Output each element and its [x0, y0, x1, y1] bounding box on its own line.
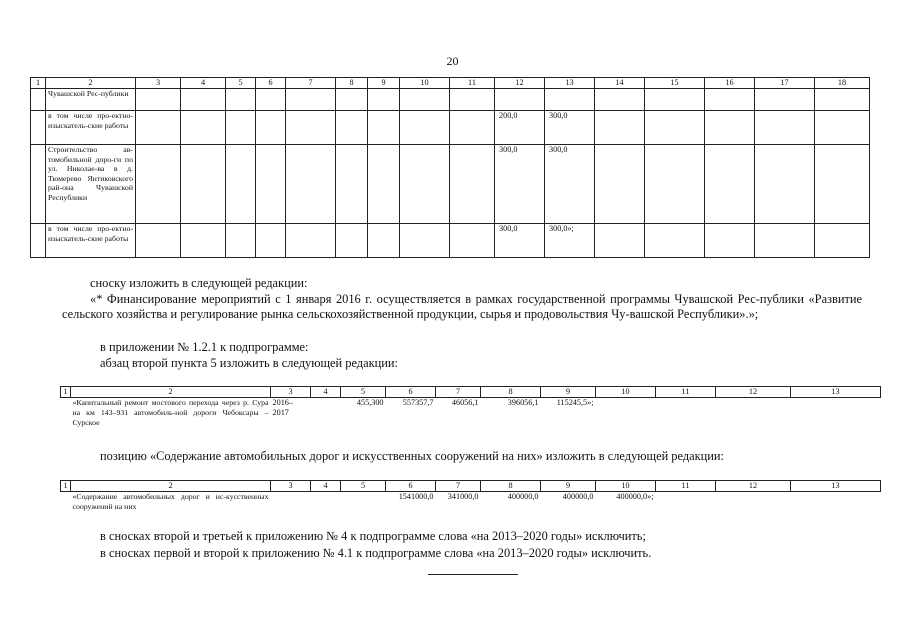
- col-header: 5: [226, 78, 256, 89]
- col-header: 3: [271, 387, 311, 398]
- cell-value: 115245,5»;: [556, 398, 594, 407]
- col-header: 1: [31, 78, 46, 89]
- col-header: 3: [136, 78, 181, 89]
- col-header: 4: [181, 78, 226, 89]
- col-header: 9: [368, 78, 400, 89]
- col-header: 8: [481, 481, 541, 492]
- cell-value: 396056,1: [507, 398, 539, 407]
- table-row: [31, 111, 870, 145]
- cell-value: 46056,1: [451, 398, 479, 407]
- table-header-row: [31, 78, 870, 89]
- table-header-row: [61, 481, 881, 492]
- col-header: 6: [386, 481, 436, 492]
- col-header: 13: [791, 387, 881, 398]
- cell-value: 400000,0: [562, 492, 594, 501]
- col-header: 13: [545, 78, 595, 89]
- col-header: 16: [705, 78, 755, 89]
- cell-value: 300,0: [545, 145, 595, 224]
- row-label: «Содержание автомобильных дорог и ис-кусственных сооружений на них: [72, 492, 269, 511]
- cell-value: 300,0: [495, 145, 545, 224]
- col-header: 9: [541, 387, 596, 398]
- col-header: 1: [61, 387, 71, 398]
- paragraph-item5: абзац второй пункта 5 изложить в следующей редакции:: [100, 356, 398, 370]
- cell-value: 557357,7: [402, 398, 434, 407]
- cell-value: [495, 89, 545, 111]
- road-maintenance-table: [60, 480, 881, 512]
- paragraph-footnotes-41: в сносках первой и второй к приложению № 4.1 к подпрограмме слова «на 2013–2020 годы» исключить.: [100, 546, 652, 560]
- cell-value: 341000,0: [447, 492, 479, 501]
- col-header: 2: [71, 481, 271, 492]
- col-header: 11: [450, 78, 495, 89]
- funding-table-main: [30, 77, 870, 258]
- table-header-row: [61, 387, 881, 398]
- cell-value: 300,0»;: [545, 224, 595, 258]
- col-header: 7: [286, 78, 336, 89]
- col-header: 10: [400, 78, 450, 89]
- cell-value: [311, 398, 341, 429]
- cell-value: 2016–2017: [272, 398, 293, 417]
- col-header: 12: [716, 481, 791, 492]
- paragraph-footnote-intro: сноску изложить в следующей редакции:: [90, 276, 308, 290]
- col-header: 5: [341, 387, 386, 398]
- paragraph-position: позицию «Содержание автомобильных дорог и искусственных сооружений на них» изложить в следующей редакции:: [100, 449, 724, 463]
- row-label: Строительство ав-томобильной доро-ги по ул. Николае-ва в д. Тюмерево Янтиковского рай-она Чувашской Республики: [46, 145, 136, 224]
- table-row: [31, 89, 870, 111]
- cell-value: 1541000,0: [398, 492, 434, 501]
- col-header: 7: [436, 387, 481, 398]
- row-label: Чувашской Рес-публики: [46, 89, 136, 111]
- row-label: в том числе про-ектно-изыскатель-ские работы: [46, 224, 136, 258]
- bridge-repair-table: [60, 386, 881, 428]
- col-header: 6: [256, 78, 286, 89]
- table-row: [61, 398, 881, 429]
- table-row: [31, 145, 870, 224]
- cell-value: 400000,0: [507, 492, 539, 501]
- paragraph-footnotes-4: в сносках второй и третьей к приложению № 4 к подпрограмме слова «на 2013–2020 годы» исключить;: [100, 529, 646, 543]
- col-header: 2: [71, 387, 271, 398]
- table-row: [31, 224, 870, 258]
- row-label: «Капитальный ремонт мостового перехода через р. Сура на км 143–931 автомобиль-ной дороги Чебоксары – Сурское: [72, 398, 269, 427]
- paragraph-appendix: в приложении № 1.2.1 к подпрограмме:: [100, 340, 309, 354]
- col-header: 11: [656, 481, 716, 492]
- col-header: 12: [495, 78, 545, 89]
- paragraph-footnote-text: «* Финансирование мероприятий с 1 января 2016 г. осуществляется в рамках государственной программы Чувашской Рес-публики «Развитие сельского хозяйства и регулирование рынка сельскохозяйственной продукции, сырья и продовольствия Чу-вашской Республики».»;: [62, 292, 862, 321]
- col-header: 9: [541, 481, 596, 492]
- col-header: 5: [341, 481, 386, 492]
- col-header: 4: [311, 387, 341, 398]
- col-header: 1: [61, 481, 71, 492]
- cell-value: 300,0: [545, 111, 595, 145]
- col-header: 10: [596, 387, 656, 398]
- col-header: 13: [791, 481, 881, 492]
- col-header: 18: [815, 78, 870, 89]
- col-header: 6: [386, 387, 436, 398]
- col-header: 3: [271, 481, 311, 492]
- cell-value: 455,300: [356, 398, 384, 407]
- col-header: 12: [716, 387, 791, 398]
- table-row: [61, 492, 881, 513]
- col-header: 11: [656, 387, 716, 398]
- col-header: 15: [645, 78, 705, 89]
- cell-value: [545, 89, 595, 111]
- cell-value: 300,0: [495, 224, 545, 258]
- col-header: 10: [596, 481, 656, 492]
- col-header: 8: [336, 78, 368, 89]
- col-header: 8: [481, 387, 541, 398]
- cell-value: 200,0: [495, 111, 545, 145]
- row-label: в том числе про-ектно-изыскатель-ские работы: [46, 111, 136, 145]
- col-header: 17: [755, 78, 815, 89]
- cell-value: 400000,0»;: [616, 492, 654, 501]
- col-header: 7: [436, 481, 481, 492]
- col-header: 2: [46, 78, 136, 89]
- col-header: 14: [595, 78, 645, 89]
- page-number: 20: [446, 54, 459, 68]
- closing-rule: [428, 574, 518, 575]
- col-header: 4: [311, 481, 341, 492]
